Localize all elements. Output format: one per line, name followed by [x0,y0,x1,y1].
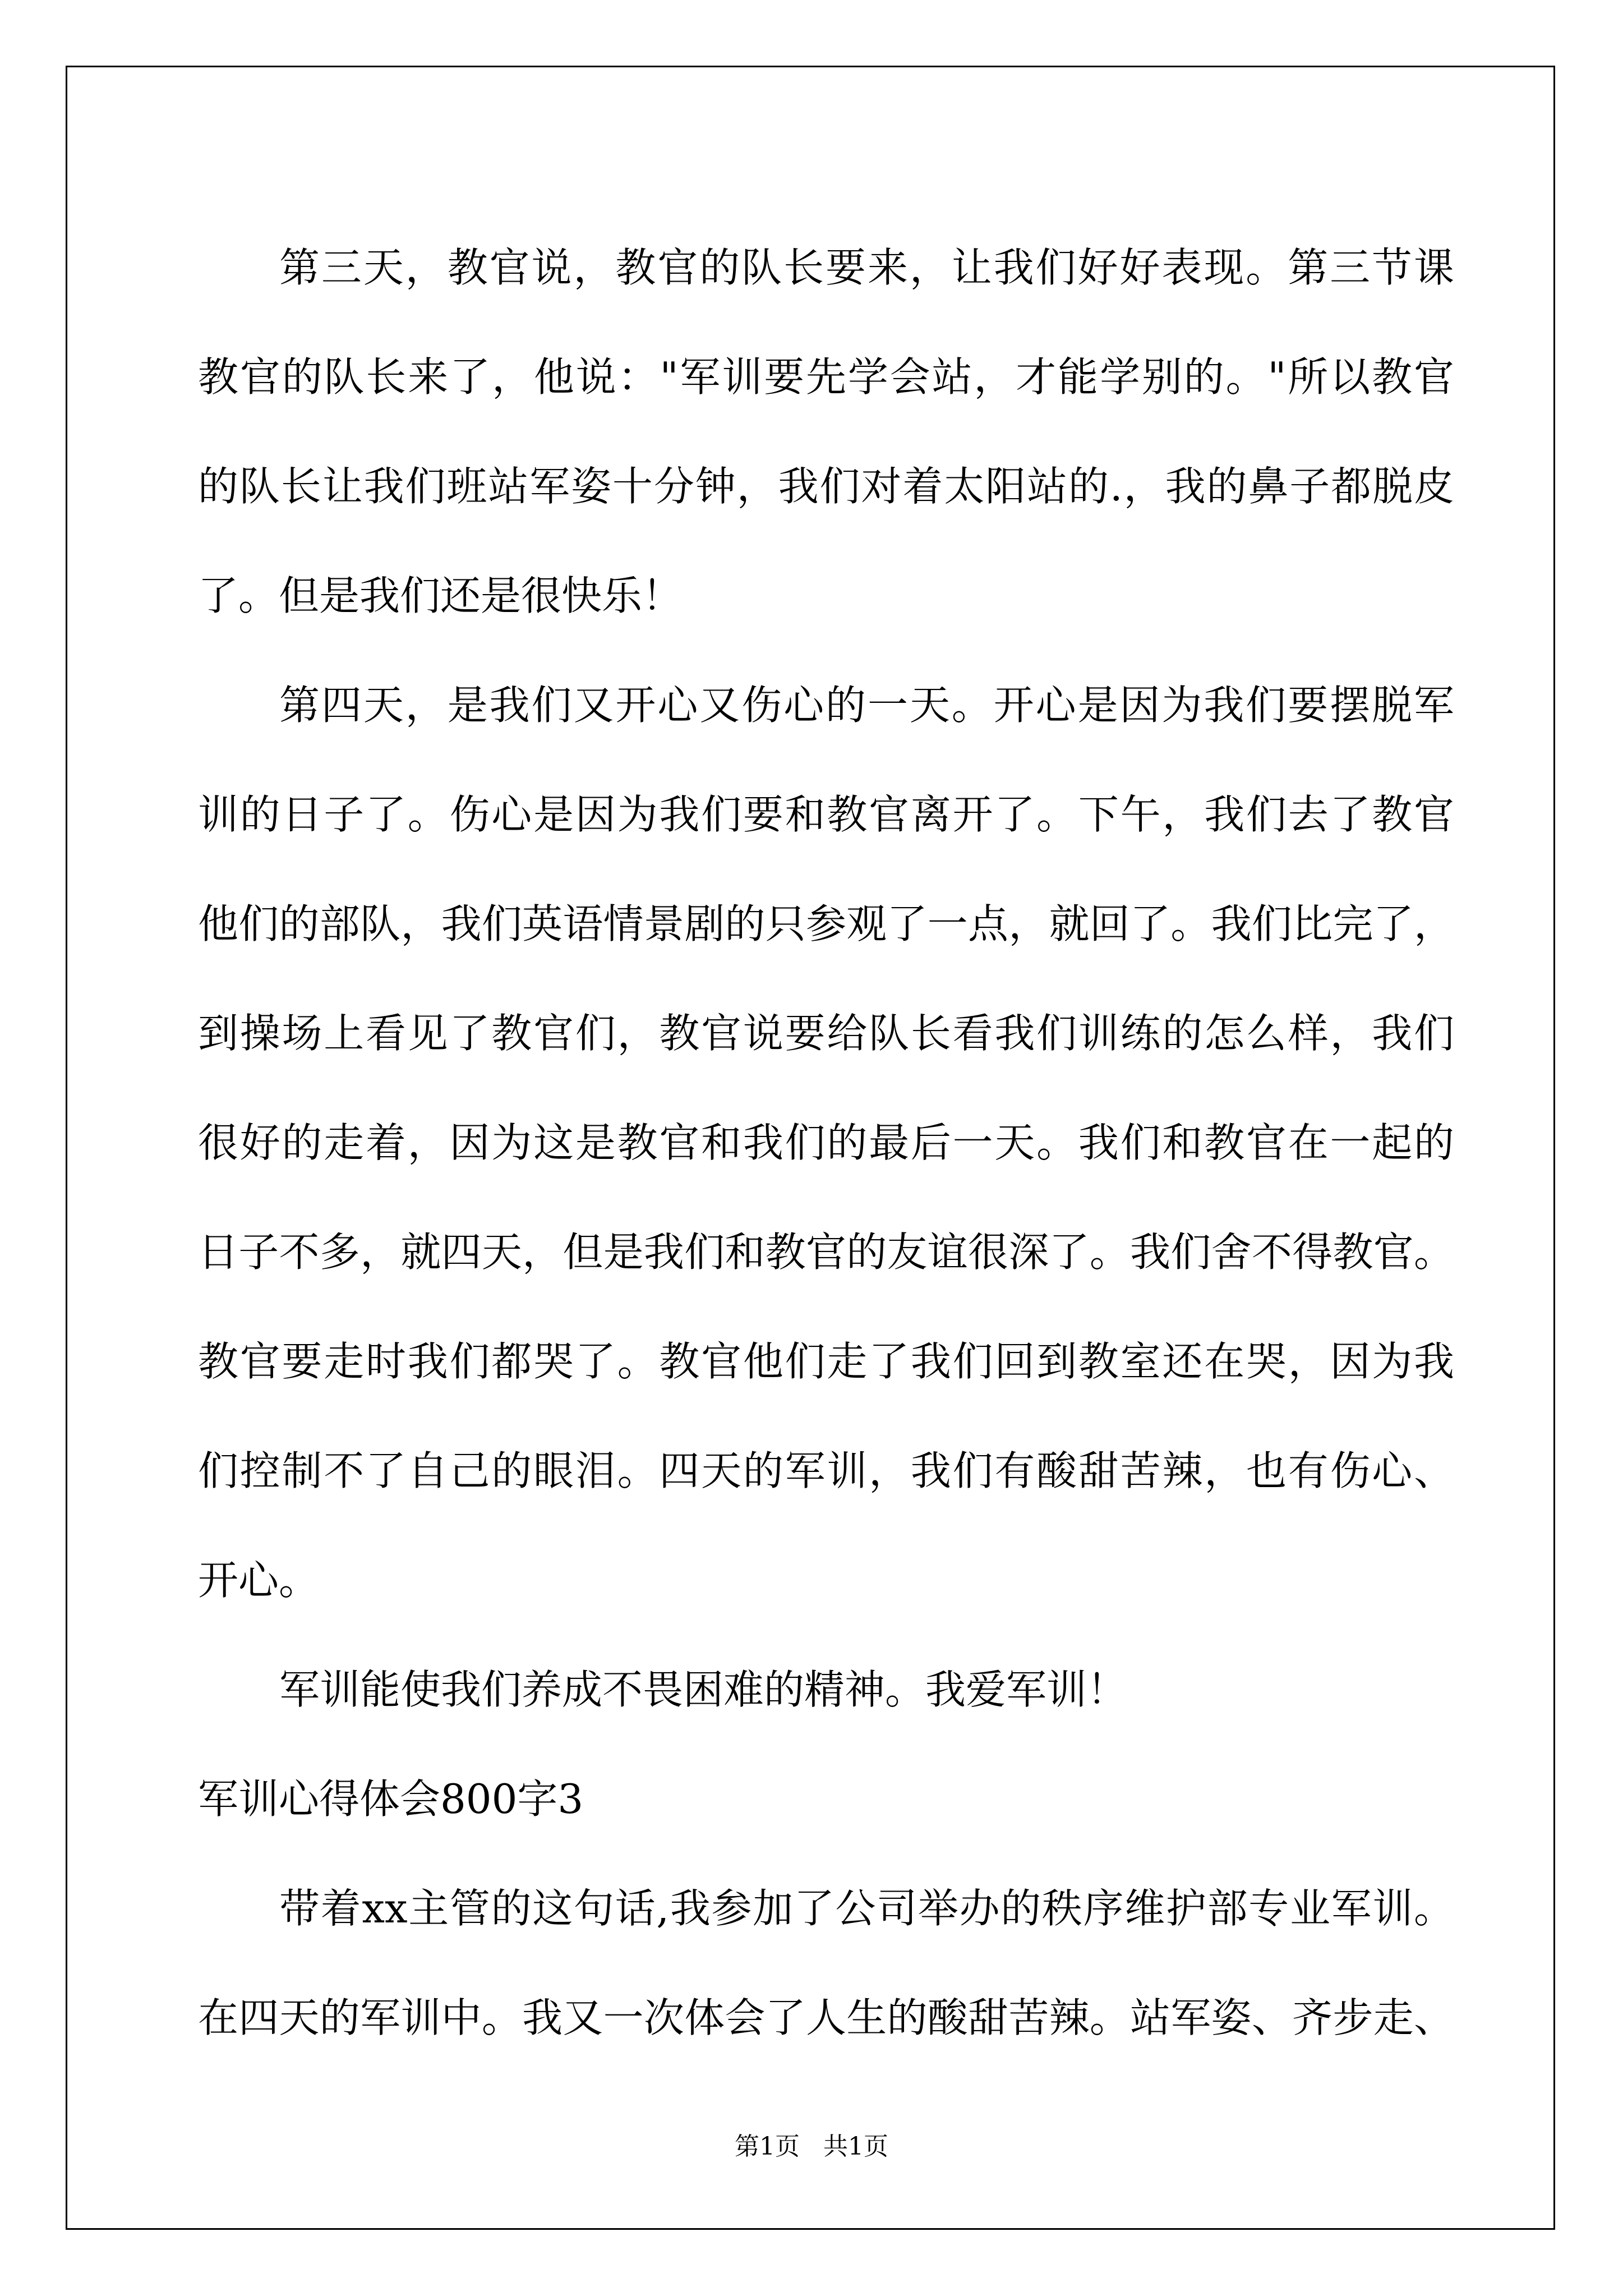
paragraph-line: 第三天，教官说，教官的队长要来，让我们好好表现。第三节课 [279,244,1454,291]
paragraph-line: 开心。 [198,1557,320,1604]
paragraph-line: 在四天的军训中。我又一次体会了人生的酸甜苦辣。站军姿、齐步走、 [198,1994,1454,2041]
paragraph-line: 很好的走着，因为这是教官和我们的最后一天。我们和教官在一起的 [198,1119,1454,1166]
section-heading: 军训心得体会800字3 [198,1775,584,1823]
paragraph-line: 教官的队长来了，他说："军训要先学会站，才能学别的。"所以教官 [198,353,1454,401]
paragraph-line: 第四天，是我们又开心又伤心的一天。开心是因为我们要摆脱军 [279,682,1454,729]
paragraph-line: 军训能使我们养成不畏困难的精神。我爱军训！ [279,1666,1128,1713]
page-number-footer: 第1页 共1页 [735,2132,888,2161]
paragraph-line: 们控制不了自己的眼泪。四天的军训，我们有酸甜苦辣，也有伤心、 [198,1447,1454,1494]
paragraph-line: 他们的部队，我们英语情景剧的只参观了一点，就回了。我们比完了， [198,900,1454,947]
paragraph-line: 训的日子了。伤心是因为我们要和教官离开了。下午，我们去了教官 [198,791,1454,838]
paragraph-line: 日子不多，就四天，但是我们和教官的友谊很深了。我们舍不得教官。 [198,1228,1454,1276]
document-body [198,213,1454,2073]
paragraph-line: 到操场上看见了教官们，教官说要给队长看我们训练的怎么样，我们 [198,1010,1454,1057]
paragraph-line: 的队长让我们班站军姿十分钟，我们对着太阳站的.，我的鼻子都脱皮 [198,463,1454,510]
paragraph-line: 了。但是我们还是很快乐！ [198,572,683,619]
paragraph-line: 教官要走时我们都哭了。教官他们走了我们回到教室还在哭，因为我 [198,1338,1454,1385]
paragraph-line: 带着xx主管的这句话,我参加了公司举办的秩序维护部专业军训。 [279,1885,1454,1932]
